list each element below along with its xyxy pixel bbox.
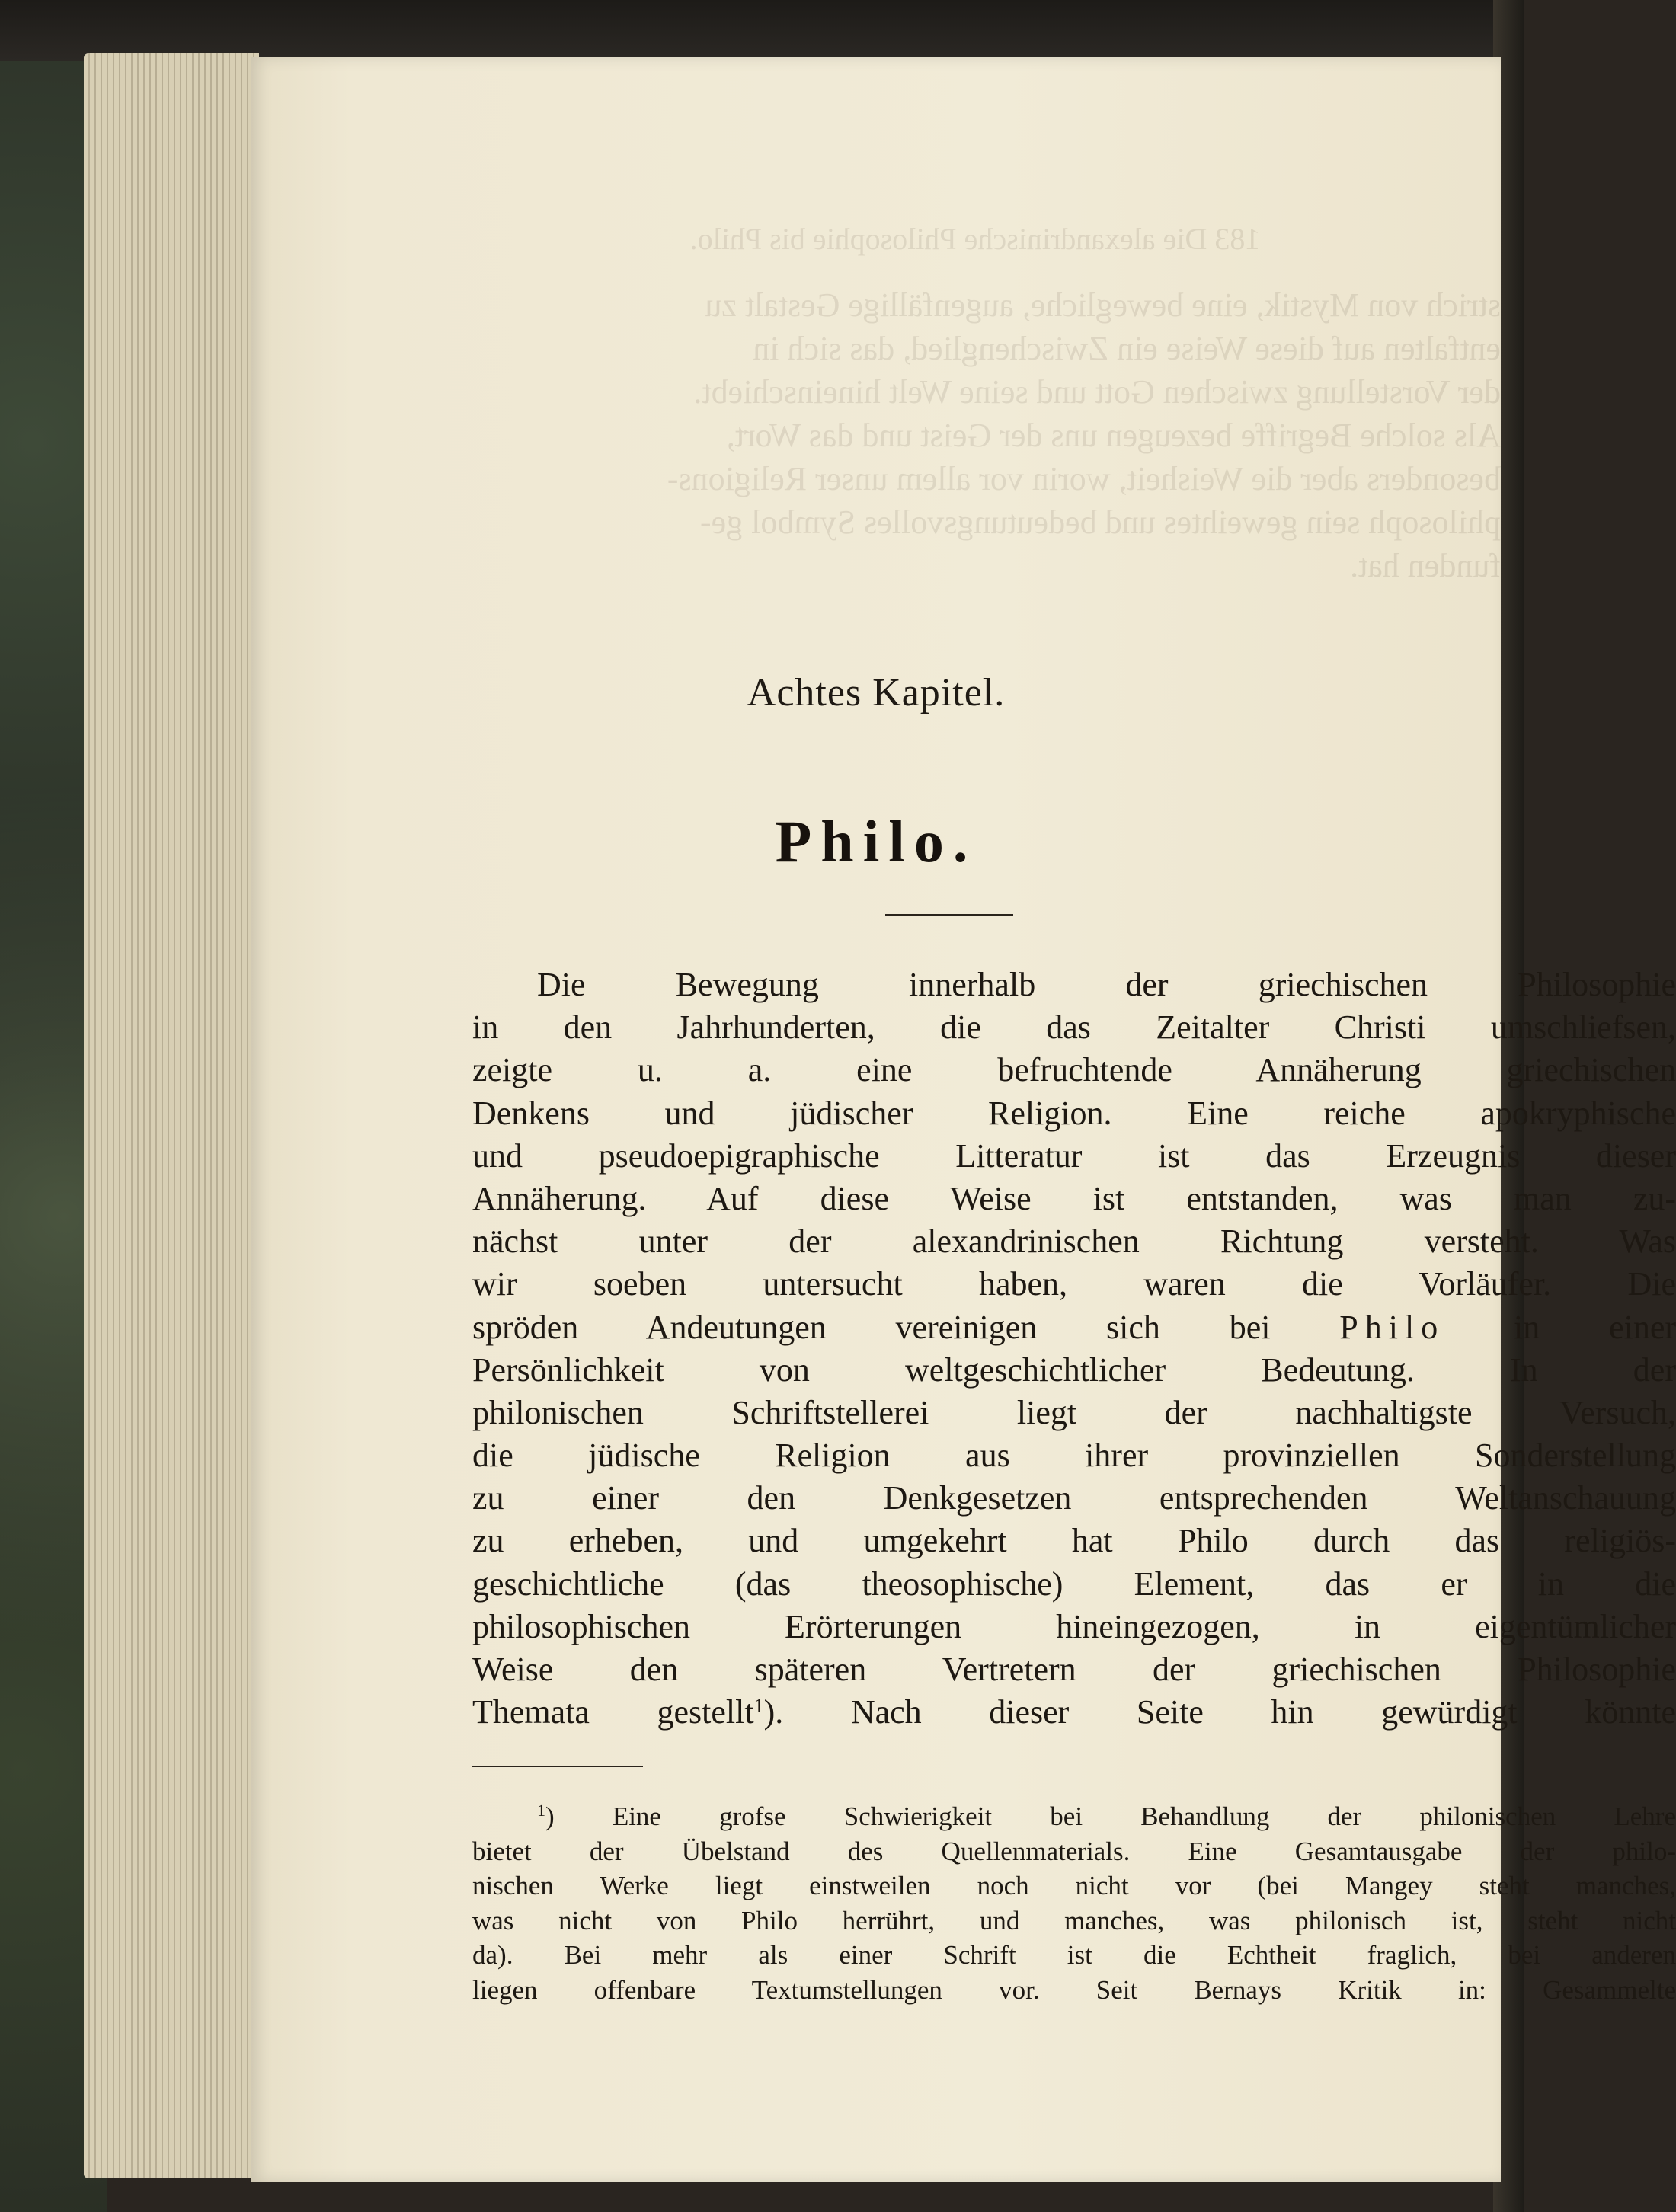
title-rule: [885, 914, 1013, 916]
footnote-rule: [472, 1766, 643, 1767]
footnote-line: liegen offenbare Textumstellungen vor. Seit Bernays Kritik in: Gesammelte: [472, 1974, 1676, 2005]
body-line: [472, 1691, 1676, 1734]
footnote-line: was nicht von Philo herrührt, und manches, was philonisch ist, steht nicht: [472, 1905, 1676, 1936]
chapter-label: Achtes Kapitel.: [747, 671, 1006, 714]
footnote-line-text: ) Eine grofse Schwierigkeit bei Behandlung der philonischen Lehre: [545, 1801, 1676, 1831]
bleed-through-line: entfalten auf diese Weise ein Zwischenglied, das sich in: [753, 330, 1501, 367]
body-line: Die Bewegung innerhalb der griechischen Philosophie: [537, 966, 1676, 1003]
bleed-through-line: funden hat.: [1350, 547, 1501, 584]
body-line: und pseudoepigraphische Litteratur ist das Erzeugnis dieser: [472, 1136, 1676, 1175]
footnote-line: bietet der Übelstand des Quellenmaterials. Eine Gesamtausgabe der philo-: [472, 1836, 1676, 1866]
body-line: die jüdische Religion aus ihrer provinziellen Sonderstellung: [472, 1437, 1676, 1475]
body-line: wir soeben untersucht haben, waren die Vorläufer. Die: [472, 1265, 1676, 1303]
bleed-through-text: [449, 217, 1501, 587]
body-line: nächst unter der alexandrinischen Richtung versteht. Was: [472, 1223, 1676, 1261]
page-edges: [84, 53, 259, 2178]
body-line-text: spröden Andeutungen vereinigen sich bei: [472, 1308, 1271, 1346]
footnote: [472, 1799, 1676, 2008]
bleed-through-line: strich von Mystik, eine bewegliche, augenfällige Gestalt zu: [705, 286, 1501, 324]
bleed-through-line: der Vorstellung zwischen Gott und seine Welt hineinschiebt.: [693, 373, 1501, 411]
bleed-through-line: besonders aber die Weisheit, worin vor allem unser Religions-: [667, 460, 1501, 497]
footnote-line: [472, 1799, 1676, 1834]
footnote-reference: 1: [753, 1695, 764, 1718]
body-line: zeigte u. a. eine befruchtende Annäherung griechischen: [472, 1051, 1676, 1089]
body-line: Annäherung. Auf diese Weise ist entstanden, was man zu-: [472, 1179, 1676, 1217]
chapter-title: Philo.: [775, 808, 977, 874]
body-line: Denkens und jüdischer Religion. Eine reiche apokryphische: [472, 1094, 1676, 1132]
philo-spaced-name: Philo: [1339, 1308, 1445, 1346]
body-line: zu erheben, und umgekehrt hat Philo durch das religiös-: [472, 1522, 1676, 1560]
footnote-line: nischen Werke liegt einstweilen noch nicht vor (bei Mangey steht manches,: [472, 1871, 1676, 1901]
top-shadow: [0, 0, 1524, 61]
body-line: philosophischen Erörterungen hineingezogen, in eigentümlicher: [472, 1607, 1676, 1645]
body-line-text: Themata gestellt: [472, 1693, 754, 1731]
bleed-through-line: Als solche Begriffe bezeugen uns der Geist und das Wort,: [726, 417, 1501, 454]
body-line: philonischen Schriftstellerei liegt der nachhaltigste Versuch,: [472, 1393, 1676, 1431]
body-line: in den Jahrhunderten, die das Zeitalter Christi umschliefsen,: [472, 1009, 1676, 1047]
footnote-line: da). Bei mehr als einer Schrift ist die Echtheit fraglich, bei anderen: [472, 1940, 1676, 1971]
body-line: zu einer den Denkgesetzen entsprechenden Weltanschauung: [472, 1479, 1676, 1517]
bleed-through-line: philosoph sein geweihtes und bedeutungsvolles Symbol ge-: [700, 503, 1501, 541]
book-page: [251, 57, 1676, 2182]
body-line-text: in einer: [1514, 1308, 1676, 1346]
body-line: [472, 1306, 1676, 1349]
body-line: Persönlichkeit von weltgeschichtlicher Bedeutung. In der: [472, 1351, 1676, 1389]
body-paragraph: [472, 964, 1676, 1734]
body-line: Weise den späteren Vertretern der griechischen Philosophie: [472, 1651, 1676, 1688]
footnote-marker: 1: [537, 1801, 545, 1820]
body-line-text: ). Nach dieser Seite hin gewürdigt könnte: [763, 1693, 1676, 1731]
body-line: geschichtliche (das theosophische) Element, das er in die: [472, 1565, 1676, 1603]
bleed-through-header: 183 Die alexandrinische Philosophie bis Philo.: [689, 222, 1261, 256]
